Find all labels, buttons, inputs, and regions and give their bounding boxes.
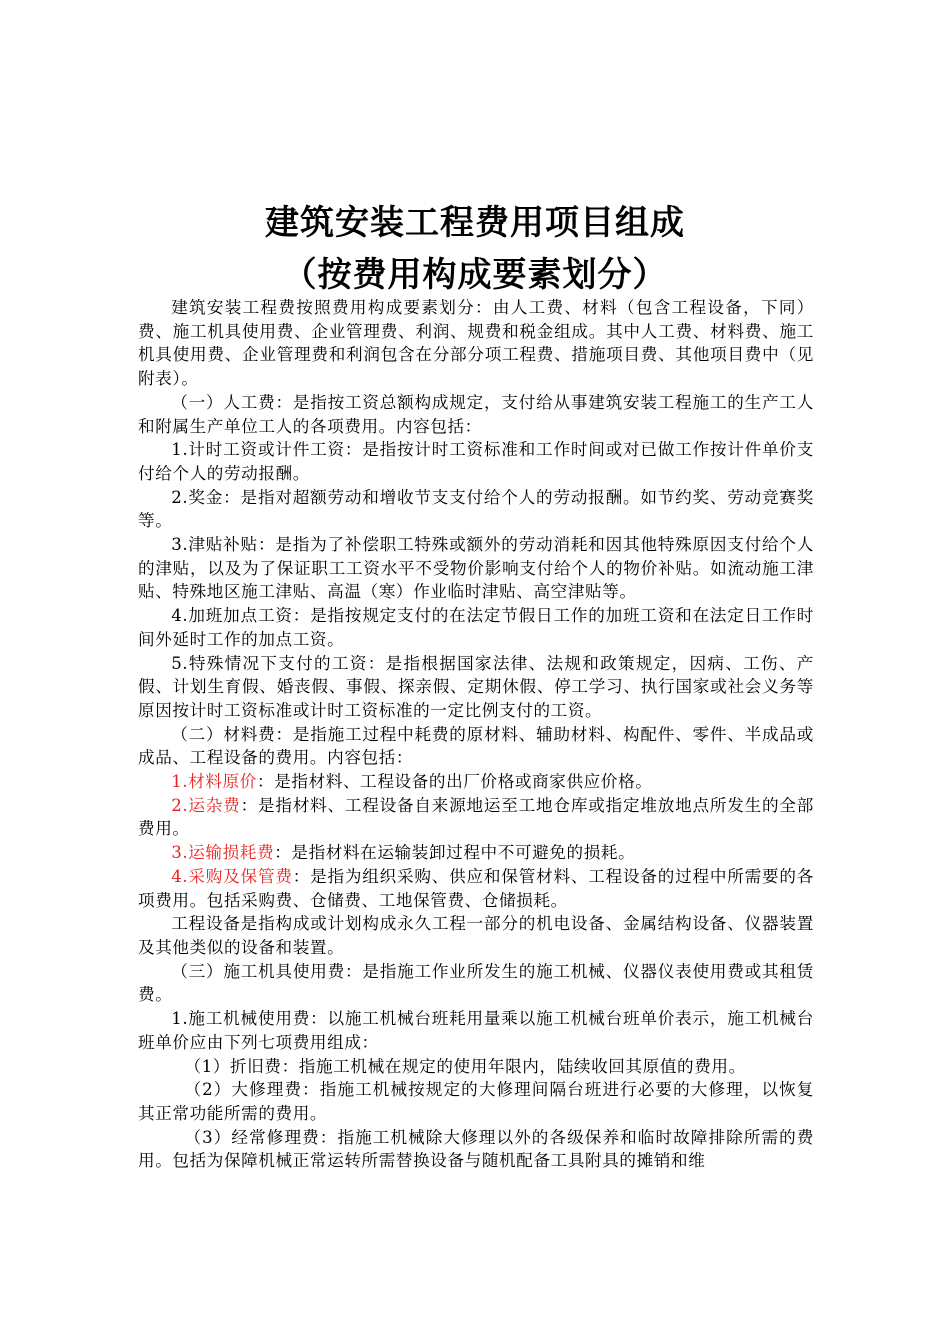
paragraph-labor-item-5: 5.特殊情况下支付的工资：是指根据国家法律、法规和政策规定，因病、工伤、产假、计划生育假、婚丧假、事假、探亲假、定期休假、停工学习、执行国家或社会义务等原因按计时工资标准或计时工资标准的一定比例支付的工资。 [138,653,814,720]
paragraph-material-item-4: 4.采购及保管费：是指为组织采购、供应和保管材料、工程设备的过程中所需要的各项费用。包括采购费、仓储费、工地保管费、仓储损耗。 [138,866,815,910]
paragraph-material-cost: （二）材料费：是指施工过程中耗费的原材料、辅助材料、构配件、零件、半成品或成品、工程设备的费用。内容包括： [138,724,814,768]
document-body [138,296,814,1173]
paragraph-labor-item-3: 3.津贴补贴：是指为了补偿职工特殊或额外的劳动消耗和因其他特殊原因支付给个人的津贴，以及为了保证职工工资水平不受物价影响支付给个人的物价补贴。如流动施工津贴、特殊地区施工津贴、高温（寒）作业临时津贴、高空津贴等。 [138,535,814,602]
paragraph-intro: 建筑安装工程费按照费用构成要素划分：由人工费、材料（包含工程设备，下同）费、施工机具使用费、企业管理费、利润、规费和税金组成。其中人工费、材料费、施工机具使用费、企业管理费和利润包含在分部分项工程费、措施项目费、其他项目费中（见附表）。 [138,298,814,389]
paragraph-labor-item-4: 4.加班加点工资：是指按规定支付的在法定节假日工作的加班工资和在法定日工作时间外延时工作的加点工资。 [138,606,814,649]
paragraph-material-item-3: 3.运输损耗费：是指材料在运输装卸过程中不可避免的损耗。 [171,843,636,863]
highlight-term: 2.运杂费 [171,795,241,815]
highlight-term: 1.材料原价 [171,772,257,792]
paragraph-machinery-sub-2: （2）大修理费：指施工机械按规定的大修理间隔台班进行必要的大修理，以恢复其正常功能所需的费用。 [138,1080,814,1123]
paragraph-labor-item-1: 1.计时工资或计件工资：是指按计时工资标准和工作时间或对已做工作按计件单价支付给个人的劳动报酬。 [138,440,814,483]
document-title: 建筑安装工程费用项目组成 [265,203,685,243]
paragraph-labor-cost: （一）人工费：是指按工资总额构成规定，支付给从事建筑安装工程施工的生产工人和附属生产单位工人的各项费用。内容包括： [138,392,814,436]
paragraph-machinery-item-1: 1.施工机械使用费：以施工机械台班耗用量乘以施工机械台班单价表示，施工机械台班单价应由下列七项费用组成： [138,1009,814,1052]
highlight-term: 4.采购及保管费 [171,866,293,886]
paragraph-machinery-sub-3: （3）经常修理费：指施工机械除大修理以外的各级保养和临时故障排除所需的费用。包括为保障机械正常运转所需替换设备与随机配备工具附具的摊销和维 [138,1127,814,1171]
paragraph-material-item-1: 1.材料原价：是指材料、工程设备的出厂价格或商家供应价格。 [171,772,653,792]
paragraph-machinery-cost: （三）施工机具使用费：是指施工作业所发生的施工机械、仪器仪表使用费或其租赁费。 [138,961,814,1005]
paragraph-material-item-2: 2.运杂费：是指材料、工程设备自来源地运至工地仓库或指定堆放地点所发生的全部费用。 [138,795,814,839]
paragraph-labor-item-2: 2.奖金：是指对超额劳动和增收节支支付给个人的劳动报酬。如节约奖、劳动竞赛奖等。 [138,487,814,531]
paragraph-equipment-note: 工程设备是指构成或计划构成永久工程一部分的机电设备、金属结构设备、仪器装置及其他类似的设备和装置。 [138,914,814,957]
document-subtitle: （按费用构成要素划分） [282,255,668,295]
highlight-term: 3.运输损耗费 [171,843,275,863]
paragraph-machinery-sub-1: （1）折旧费：指施工机械在规定的使用年限内，陆续收回其原值的费用。 [184,1056,746,1076]
